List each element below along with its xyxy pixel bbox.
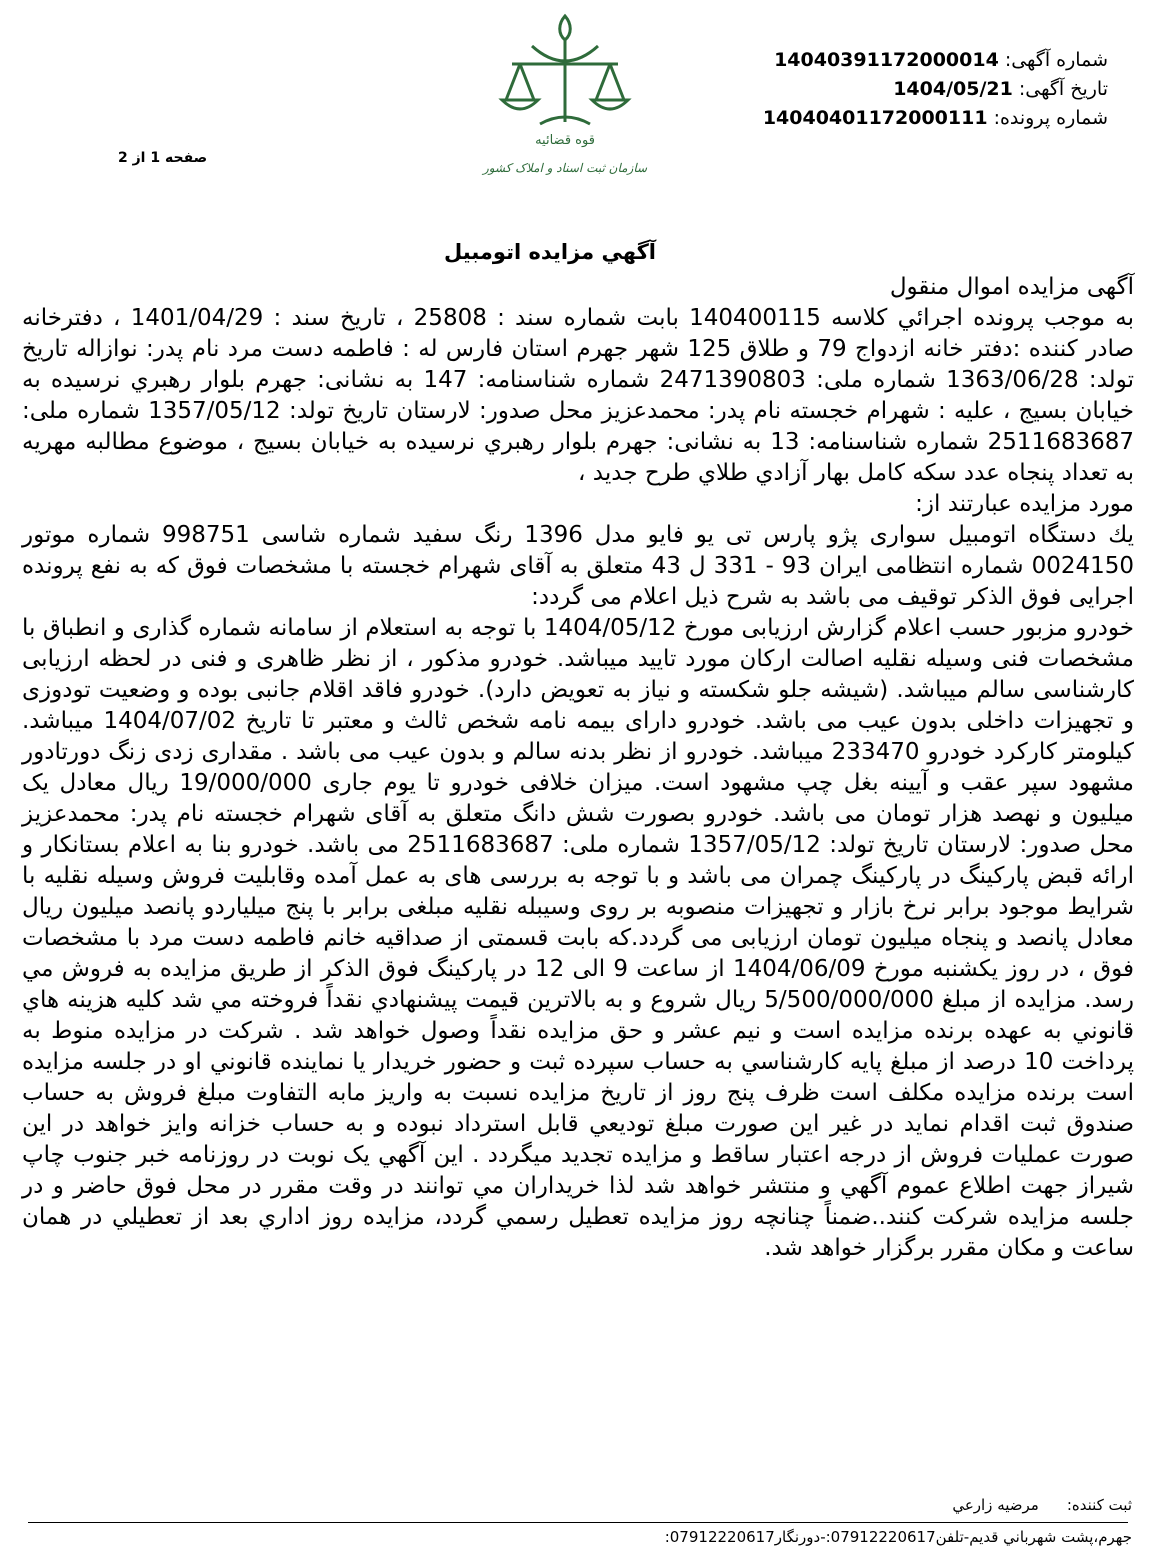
body-paragraph-2: يك دستگاه اتومبيل سواری پژو پارس تی يو فايو مدل 1396 رنگ سفيد شماره شاسی 998751 شماره موتور 0024150 شماره انتظامی ايران 93 - 331 ل 43 متعلق به آقای شهرام خجسته با مشخصات فوق كه به نفع پرونده اجرایی فوق الذکر توقیف می باشد به شرح ذيل اعلام می گردد: (22, 522, 1135, 610)
svg-text:قوه قضائیه: قوه قضائیه (535, 133, 595, 148)
notice-number: 14040391172000014 (774, 49, 999, 71)
notice-date-row (763, 75, 1108, 104)
signature-label: ثبت كننده: (1066, 1496, 1132, 1514)
notice-number-row (763, 46, 1108, 75)
notice-body (22, 272, 1134, 1264)
case-number-label: شماره پرونده: (993, 107, 1108, 129)
body-heading-1: آگهی مزایده اموال منقول (889, 274, 1134, 300)
notice-number-label: شماره آگهی: (1004, 49, 1108, 71)
notice-date: 1404/05/21 (893, 78, 1013, 100)
notice-date-label: تاریخ آگهی: (1018, 78, 1108, 100)
footer-divider (28, 1522, 1128, 1523)
page-indicator: صفحه 1 از 2 (118, 150, 208, 166)
signature (952, 1496, 1132, 1514)
signature-name: مرضيه زارعي (952, 1496, 1039, 1514)
page-title: آگهي مزايده اتومبيل (444, 240, 656, 264)
judiciary-emblem (480, 6, 650, 196)
body-heading-2: مورد مزایده عبارتند از: (915, 491, 1134, 517)
body-paragraph-3: خودرو مزبور حسب اعلام گزارش ارزيابی مورخ 1404/05/12 با توجه به استعلام از سامانه شماره گذاری و انطباق با مشخصات فنی وسيله نقليه اصالت اركان مورد تاييد ميباشد. خودرو مذكور ، از نظر ظاهری و فنی در لحظه ارزيابی كارشناسی سالم ميباشد. (شيشه جلو شكسته و نياز به تعويض دارد). خودرو فاقد اقلام جانبی بوده و وضعيت تودوزی و تجهيزات داخلی بدون عيب می باشد. خودرو دارای بيمه نامه شخص ثالث و معتبر تا تاريخ 1404/07/02 ميباشد. كيلومتر كاركرد خودرو 233470 ميباشد. خودرو از نظر بدنه سالم و بدون عيب می باشد . مقداری زدی زنگ دورتادور مشهود سپر عقب و آيينه بغل چپ مشهود است. ميزان خلافی خودرو تا يوم جاری 19/000/000 ريال معادل يک ميليون و نهصد هزار تومان می باشد. خودرو بصورت شش دانگ متعلق به آقای شهرام خجسته نام پدر: محمدعزيز محل صدور: لارستان تاريخ تولد: 1357/05/12 شماره ملی: 2511683687 می باشد. خودرو بنا به اعلام بستانكار و ارائه قبض پاركينگ در پاركينگ چمران می باشد و با توجه به بررسی های به عمل آمده وقابليت فروش وسيله نقليه با شرايط موجود برابر نرخ بازار و تجهيزات منصوبه بر روی وسيبله نقليه مبلغی برابر با پنج ميلياردو پانصد ميليون ريال معادل پانصد و پنجاه ميليون تومان ارزيابی می گردد.كه بابت قسمتی از صداقيه خانم فاطمه دست مرد با مشخصات فوق ، در روز يكشنبه مورخ 1404/06/09 از ساعت 9 الی 12 در پاركينگ فوق الذكر از طريق مزايده به فروش مي رسد. مزايده از مبلغ 5/500/000/000 ريال شروع و به بالاترين قيمت پيشنهادي نقداً فروخته مي شد كليه هزينه هاي قانوني به عهده برنده مزايده است و نيم عشر و حق مزايده نقداً وصول خواهد شد . شركت در مزايده منوط به پرداخت 10 درصد از مبلغ پايه كارشناسي به حساب سپرده ثبت و حضور خريدار يا نماينده قانوني او در جلسه مزايده است برنده مزايده مكلف است ظرف پنج روز از تاريخ مزايده نسبت به واريز مابه التفاوت مبلغ فروش به حساب صندوق ثبت اقدام نمايد در غير اين صورت مبلغ توديعي قابل استرداد نبوده و به حساب خزانه وايز خواهد در اين صورت عمليات فروش از درجه اعتبار ساقط و مزايده تجديد ميگردد . اين آگهي يک نوبت در روزنامه خبر جنوب چاپ شيراز جهت اطلاع عموم آگهي و منتشر خواهد شد لذا خريداران مي توانند در وقت مقرر در محل فوق حاضر و در جلسه مزايده شركت كنند..ضمناً چنانچه روز مزايده تعطيل رسمي گردد، مزايده روز اداري بعد از تعطيلي در همان ساعت و مكان مقرر برگزار خواهد شد. (22, 615, 1135, 1261)
case-number-row (763, 104, 1108, 133)
notice-meta (763, 46, 1108, 133)
svg-text:سازمان ثبت اسناد و املاک کشور: سازمان ثبت اسناد و املاک کشور (482, 161, 648, 175)
body-paragraph-1: به موجب پرونده اجرائي کلاسه 140400115 بابت شماره سند : 25808 ، تاریخ سند : 1401/04/29 ، دفترخانه صادر کننده :دفتر خانه ازدواج 79 و طلاق 125 شهر جهرم استان فارس له : فاطمه دست مرد نام پدر: نوازاله تاریخ تولد: 1363/06/28 شماره ملی: 2471390803 شماره شناسنامه: 147 به نشانی: جهرم بلوار رهبري نرسيده به خيابان بسيج ، علیه : شهرام خجسته نام پدر: محمدعزيز محل صدور: لارستان تاریخ تولد: 1357/05/12 شماره ملی: 2511683687 شماره شناسنامه: 13 به نشانی: جهرم بلوار رهبري نرسيده به خيابان بسيج ، موضوع مطالبه مهريه به تعداد پنجاه عدد سكه كامل بهار آزادي طلاي طرح جديد ، (22, 305, 1135, 486)
case-number: 14040401172000111 (762, 107, 988, 129)
footer-contact: جهرم،پشت شهرباني قديم-تلفن07912220617:-دورنگار07912220617: (664, 1528, 1132, 1546)
